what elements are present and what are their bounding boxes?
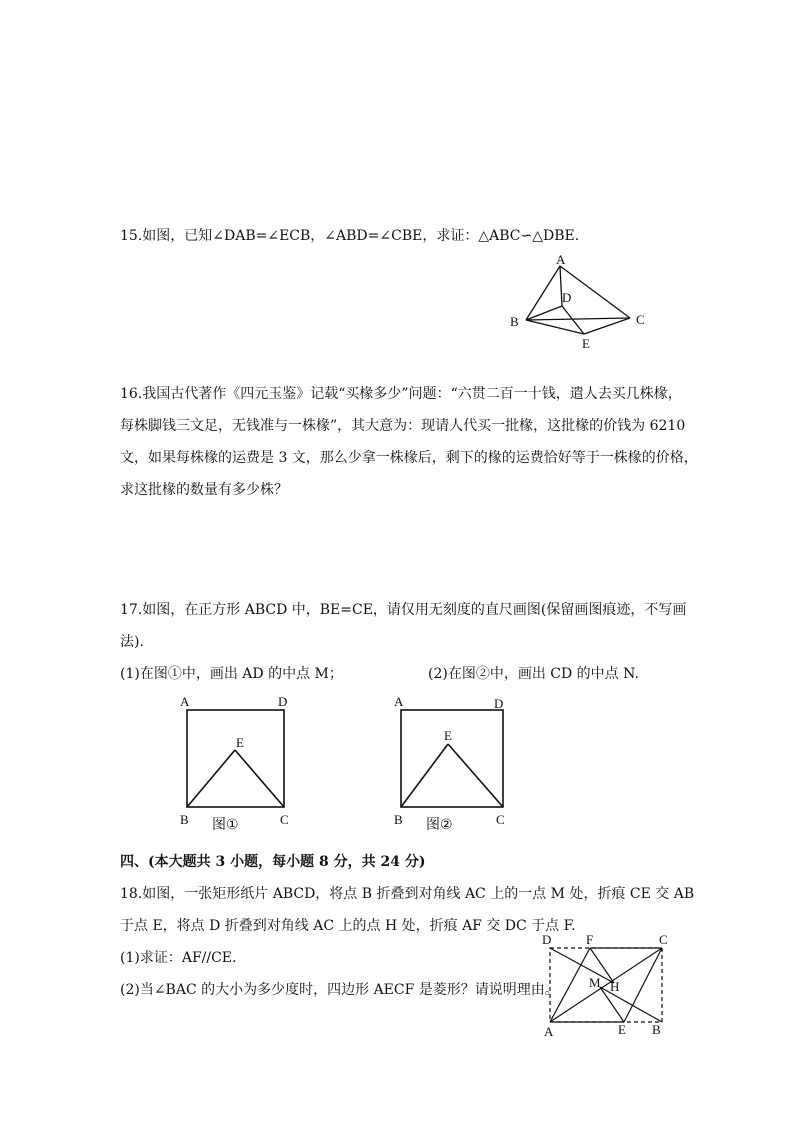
q15-text: 15.如图，已知∠DAB=∠ECB，∠ABD=∠CBE，求证：△ABC∽△DBE. bbox=[120, 228, 580, 244]
fig2-label-E: E bbox=[444, 728, 452, 743]
fig1-label-D: D bbox=[278, 694, 288, 709]
q16-line-4: 求这批椽的数量有多少株？ bbox=[120, 482, 288, 498]
q15-label-A: A bbox=[556, 252, 566, 267]
fig1-label-B: B bbox=[180, 812, 189, 827]
q18-label-M: M bbox=[589, 975, 601, 990]
fig2-caption: 图② bbox=[426, 817, 453, 833]
q16-line-3: 文，如果每株椽的运费是 3 文，那么少拿一株椽后，剩下的椽的运费恰好等于一株椽的价格， bbox=[120, 450, 698, 466]
q17-figure-2 bbox=[386, 692, 526, 842]
fig1-label-E: E bbox=[236, 735, 244, 750]
q18-label-H: H bbox=[610, 979, 620, 994]
q18-label-A: A bbox=[544, 1024, 554, 1039]
q16-line-1: 16.我国古代著作《四元玉鉴》记载“买椽多少”问题：“六贯二百一十钱，遣人去买几株椽， bbox=[120, 386, 682, 402]
q17-figure-1 bbox=[172, 692, 312, 842]
q15-label-C: C bbox=[636, 312, 645, 327]
q16-line-2: 每株脚钱三文足，无钱准与一株椽”，其大意为：现请人代买一批椽，这批椽的价钱为 6210 bbox=[120, 418, 686, 434]
q15-figure bbox=[500, 252, 660, 352]
q15-label-B: B bbox=[510, 314, 519, 329]
q18-line-2: 于点 E，将点 D 折叠到对角线 AC 上的点 H 处，折痕 AF 交 DC 于点 F. bbox=[120, 918, 576, 934]
q17-line-2: 法). bbox=[120, 634, 144, 650]
q18-label-D: D bbox=[542, 932, 552, 947]
fig1-label-C: C bbox=[280, 812, 289, 827]
q18-line-1: 18.如图，一张矩形纸片 ABCD，将点 B 折叠到对角线 AC 上的一点 M 处，折痕 CE 交 AB bbox=[120, 886, 695, 902]
q15-label-D: D bbox=[562, 290, 572, 305]
q18-label-B: B bbox=[652, 1022, 661, 1037]
q18-label-C: C bbox=[659, 932, 668, 947]
fig2-label-C: C bbox=[496, 812, 505, 827]
q18-label-E: E bbox=[618, 1022, 626, 1037]
section-4-heading: 四、(本大题共 3 小题，每小题 8 分，共 24 分) bbox=[120, 854, 426, 870]
q17-part-2: (2)在图②中，画出 CD 的中点 N. bbox=[428, 666, 639, 682]
fig2-label-B: B bbox=[394, 812, 403, 827]
q18-label-F: F bbox=[586, 932, 594, 947]
fig1-caption: 图① bbox=[212, 817, 239, 833]
q18-part-1: (1)求证：AF//CE. bbox=[120, 950, 237, 966]
q17-line-1: 17.如图，在正方形 ABCD 中，BE=CE，请仅用无刻度的直尺画图(保留画图痕迹，不写画 bbox=[120, 602, 687, 618]
fig1-label-A: A bbox=[180, 694, 190, 709]
q17-part-1: (1)在图①中，画出 AD 的中点 M； bbox=[120, 666, 343, 682]
fig2-label-A: A bbox=[394, 694, 404, 709]
fig2-label-D: D bbox=[494, 696, 504, 711]
q15-label-E: E bbox=[582, 336, 590, 351]
q18-figure bbox=[538, 930, 678, 1040]
q18-part-2: (2)当∠BAC 的大小为多少度时，四边形 AECF 是菱形？请说明理由。 bbox=[120, 982, 559, 998]
